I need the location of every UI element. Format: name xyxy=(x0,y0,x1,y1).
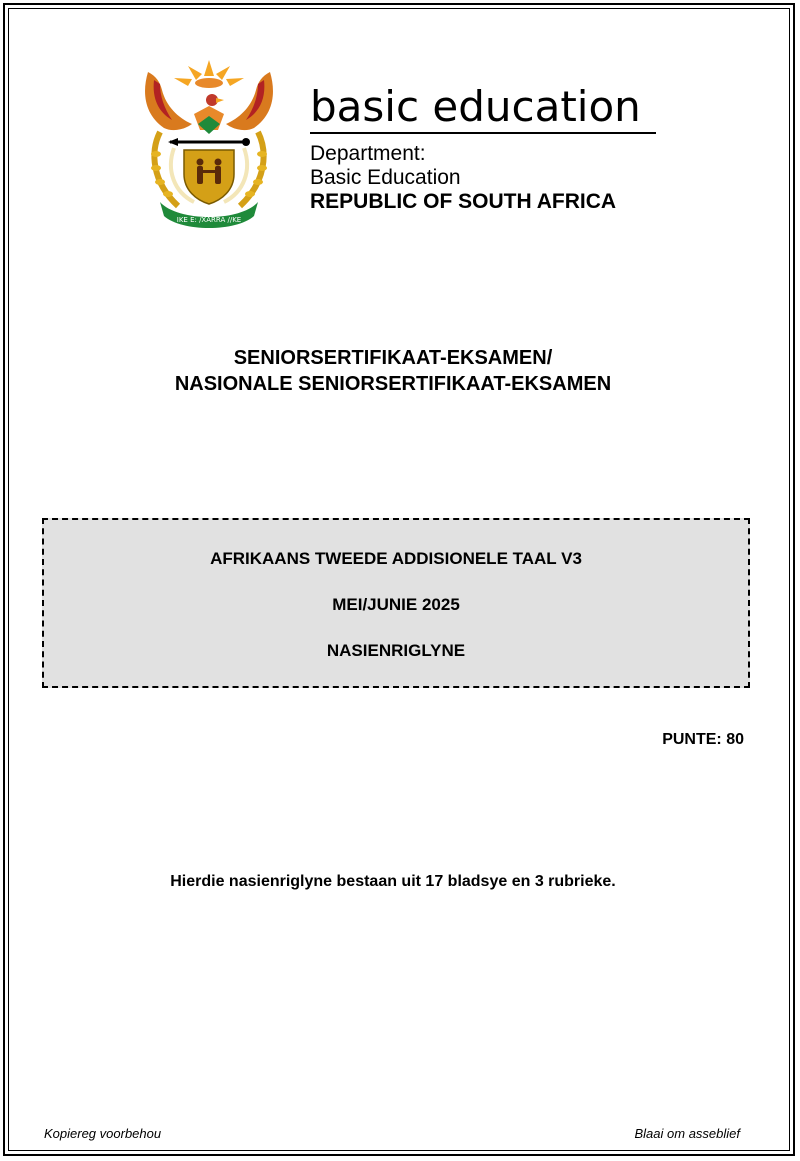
document-type: NASIENRIGLYNE xyxy=(326,641,466,660)
copyright-footer: Kopiereg voorbehou xyxy=(44,1126,162,1141)
department-label: Department: xyxy=(310,142,426,165)
total-marks: PUNTE: 80 xyxy=(662,731,744,748)
coat-of-arms-icon xyxy=(138,52,280,230)
exam-title-line1: SENIORSERTIFIKAAT-EKSAMEN/ xyxy=(233,347,553,369)
exam-session: MEI/JUNIE 2025 xyxy=(332,595,460,614)
brand-underline xyxy=(310,132,656,134)
department-name: Basic Education xyxy=(310,166,461,189)
brand-title: basic education xyxy=(310,82,641,131)
subject-box xyxy=(42,518,750,688)
subject-name: AFRIKAANS TWEEDE ADDISIONELE TAAL V3 xyxy=(210,549,582,568)
exam-title-line2: NASIONALE SENIORSERTIFIKAAT-EKSAMEN xyxy=(174,373,612,395)
country-name: REPUBLIC OF SOUTH AFRICA xyxy=(310,190,617,213)
svg-text:IKE E: /XARRA //KE: IKE E: /XARRA //KE xyxy=(176,216,242,224)
turn-page-footer: Blaai om asseblief xyxy=(634,1126,740,1141)
page-count-note: Hierdie nasienriglyne bestaan uit 17 bladsye en 3 rubrieke. xyxy=(170,873,616,890)
